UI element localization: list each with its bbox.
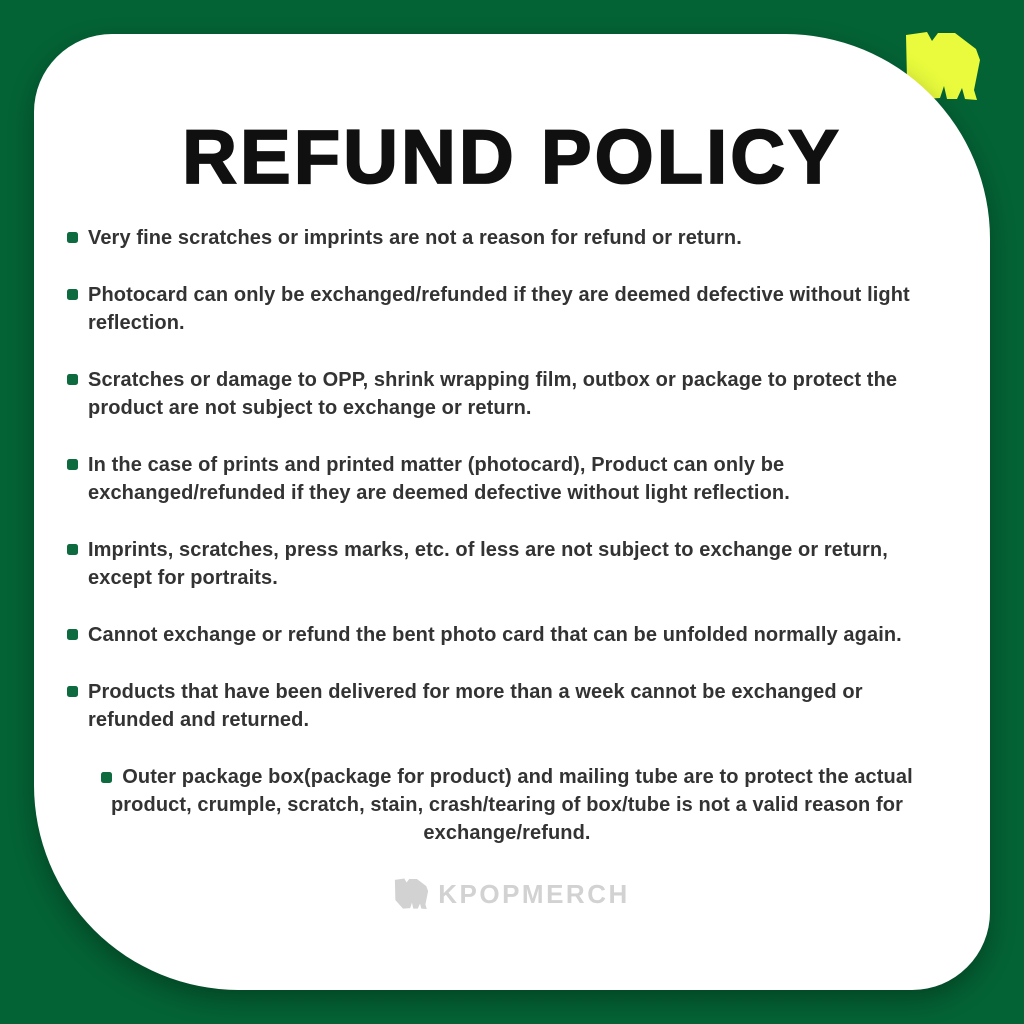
bullet-square-icon [67, 232, 78, 243]
policy-item [67, 678, 933, 734]
footer-brand [34, 878, 990, 910]
policy-item [67, 451, 933, 507]
policy-list [67, 224, 933, 847]
policy-item-text: Products that have been delivered for more than a week cannot be exchanged or refunded and returned. [88, 681, 863, 731]
policy-item [67, 224, 933, 252]
policy-item-text: Cannot exchange or refund the bent photo card that can be unfolded normally again. [88, 624, 902, 646]
bullet-square-icon [67, 686, 78, 697]
policy-item-text: Outer package box(package for product) and mailing tube are to protect the actual product, crumple, scratch, stain, crash/tearing of box/tube is not a valid reason for exchange/refund. [110, 766, 913, 844]
bullet-square-icon [67, 289, 78, 300]
policy-item [67, 366, 933, 422]
policy-item [67, 536, 933, 592]
policy-item [67, 281, 933, 337]
page-title: REFUND POLICY [182, 115, 842, 200]
bullet-square-icon [67, 459, 78, 470]
bullet-square-icon [67, 544, 78, 555]
policy-item [67, 621, 933, 649]
policy-item-text: Very fine scratches or imprints are not a reason for refund or return. [88, 227, 742, 249]
policy-item-text: Photocard can only be exchanged/refunded if they are deemed defective without light reflection. [88, 284, 910, 334]
bullet-square-icon [67, 374, 78, 385]
bullet-square-icon [101, 772, 112, 783]
policy-subitem [81, 763, 933, 847]
policy-card [34, 34, 990, 990]
policy-item-text: Scratches or damage to OPP, shrink wrapping film, outbox or package to protect the product are not subject to exchange or return. [88, 369, 898, 419]
bullet-square-icon [67, 629, 78, 640]
footer-brand-name: KPOPMERCH [438, 878, 630, 909]
kpopmerch-m-logo-icon [394, 878, 429, 910]
policy-subitem-line [81, 763, 933, 847]
policy-item-text: In the case of prints and printed matter (photocard), Product can only be exchanged/refunded if they are deemed defective without light reflection. [88, 454, 790, 504]
policy-item-text: Imprints, scratches, press marks, etc. of less are not subject to exchange or return, except for portraits. [88, 539, 888, 589]
